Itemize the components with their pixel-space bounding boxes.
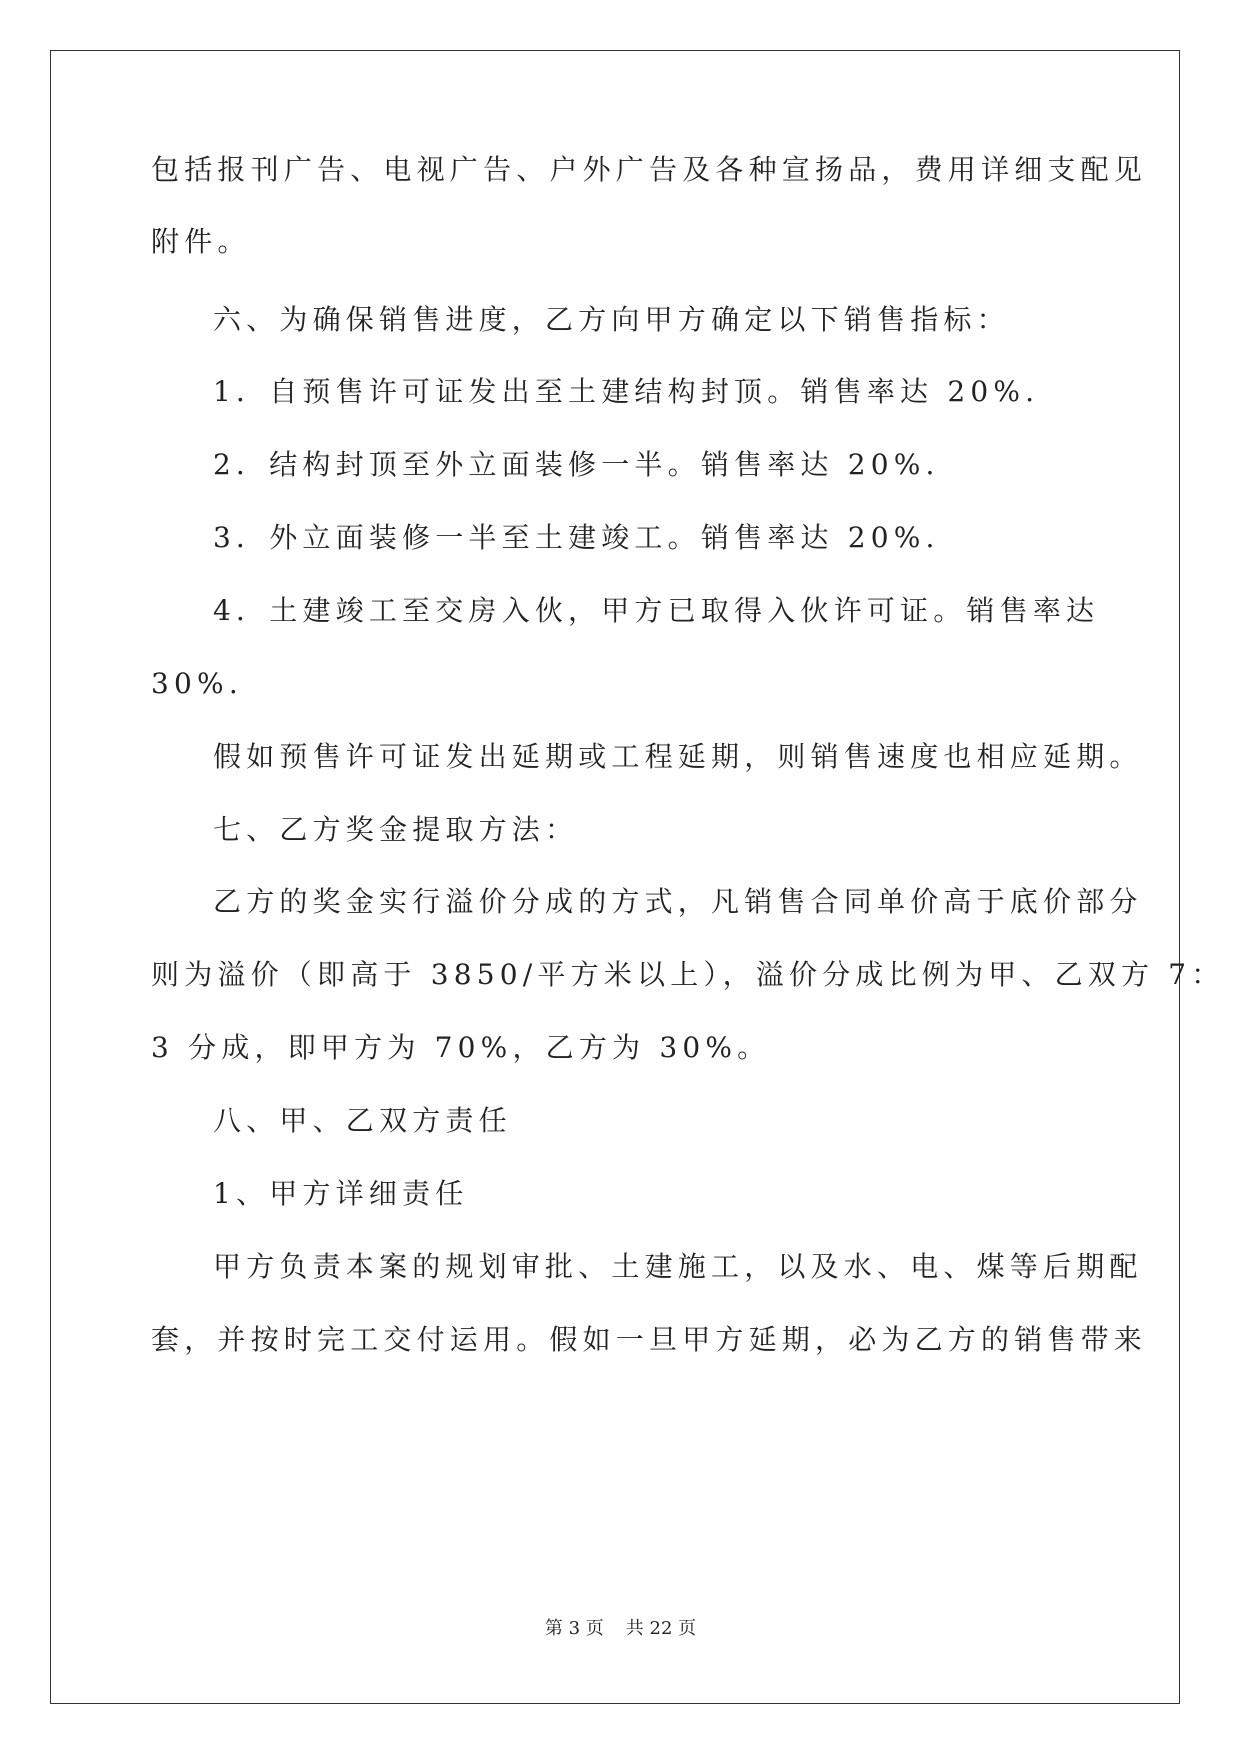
page-border	[50, 50, 1225, 1704]
text-line: 包括报刊广告、电视广告、户外广告及各种宣扬品，费用详细支配见	[151, 153, 1148, 186]
paragraph: 乙方的奖金实行溢价分成的方式，凡销售合同单价高于底价部分	[213, 885, 1143, 918]
paragraph: 甲方负责本案的规划审批、土建施工，以及水、电、煤等后期配	[213, 1250, 1143, 1283]
section-heading-8: 八、甲、乙双方责任	[213, 1104, 512, 1137]
text-line: 3 分成，即甲方为 70%，乙方为 30%。	[151, 1031, 771, 1064]
page-total: 共 22 页	[625, 1618, 697, 1639]
text-line: 附件。	[151, 225, 251, 258]
page-footer	[0, 1614, 1241, 1640]
text-line: 则为溢价（即高于 3850/平方米以上），溢价分成比例为甲、乙双方 7：	[151, 958, 1225, 991]
list-item: 4．土建竣工至交房入伙，甲方已取得入伙许可证。销售率达	[213, 594, 1100, 627]
text-line: 30%.	[151, 667, 243, 700]
text-line: 套，并按时完工交付运用。假如一旦甲方延期，必为乙方的销售带来	[151, 1323, 1148, 1356]
list-item: 3．外立面装修一半至土建竣工。销售率达 20%.	[213, 521, 940, 554]
list-item: 2．结构封顶至外立面装修一半。销售率达 20%.	[213, 448, 940, 481]
section-heading-7: 七、乙方奖金提取方法：	[213, 813, 579, 846]
paragraph: 假如预售许可证发出延期或工程延期，则销售速度也相应延期。	[213, 740, 1143, 773]
list-item: 1．自预售许可证发出至土建结构封顶。销售率达 20%.	[213, 375, 1040, 408]
section-heading-6: 六、为确保销售进度，乙方向甲方确定以下销售指标：	[213, 303, 1010, 336]
subsection-heading: 1、甲方详细责任	[213, 1177, 469, 1210]
page-number: 第 3 页	[544, 1618, 604, 1639]
